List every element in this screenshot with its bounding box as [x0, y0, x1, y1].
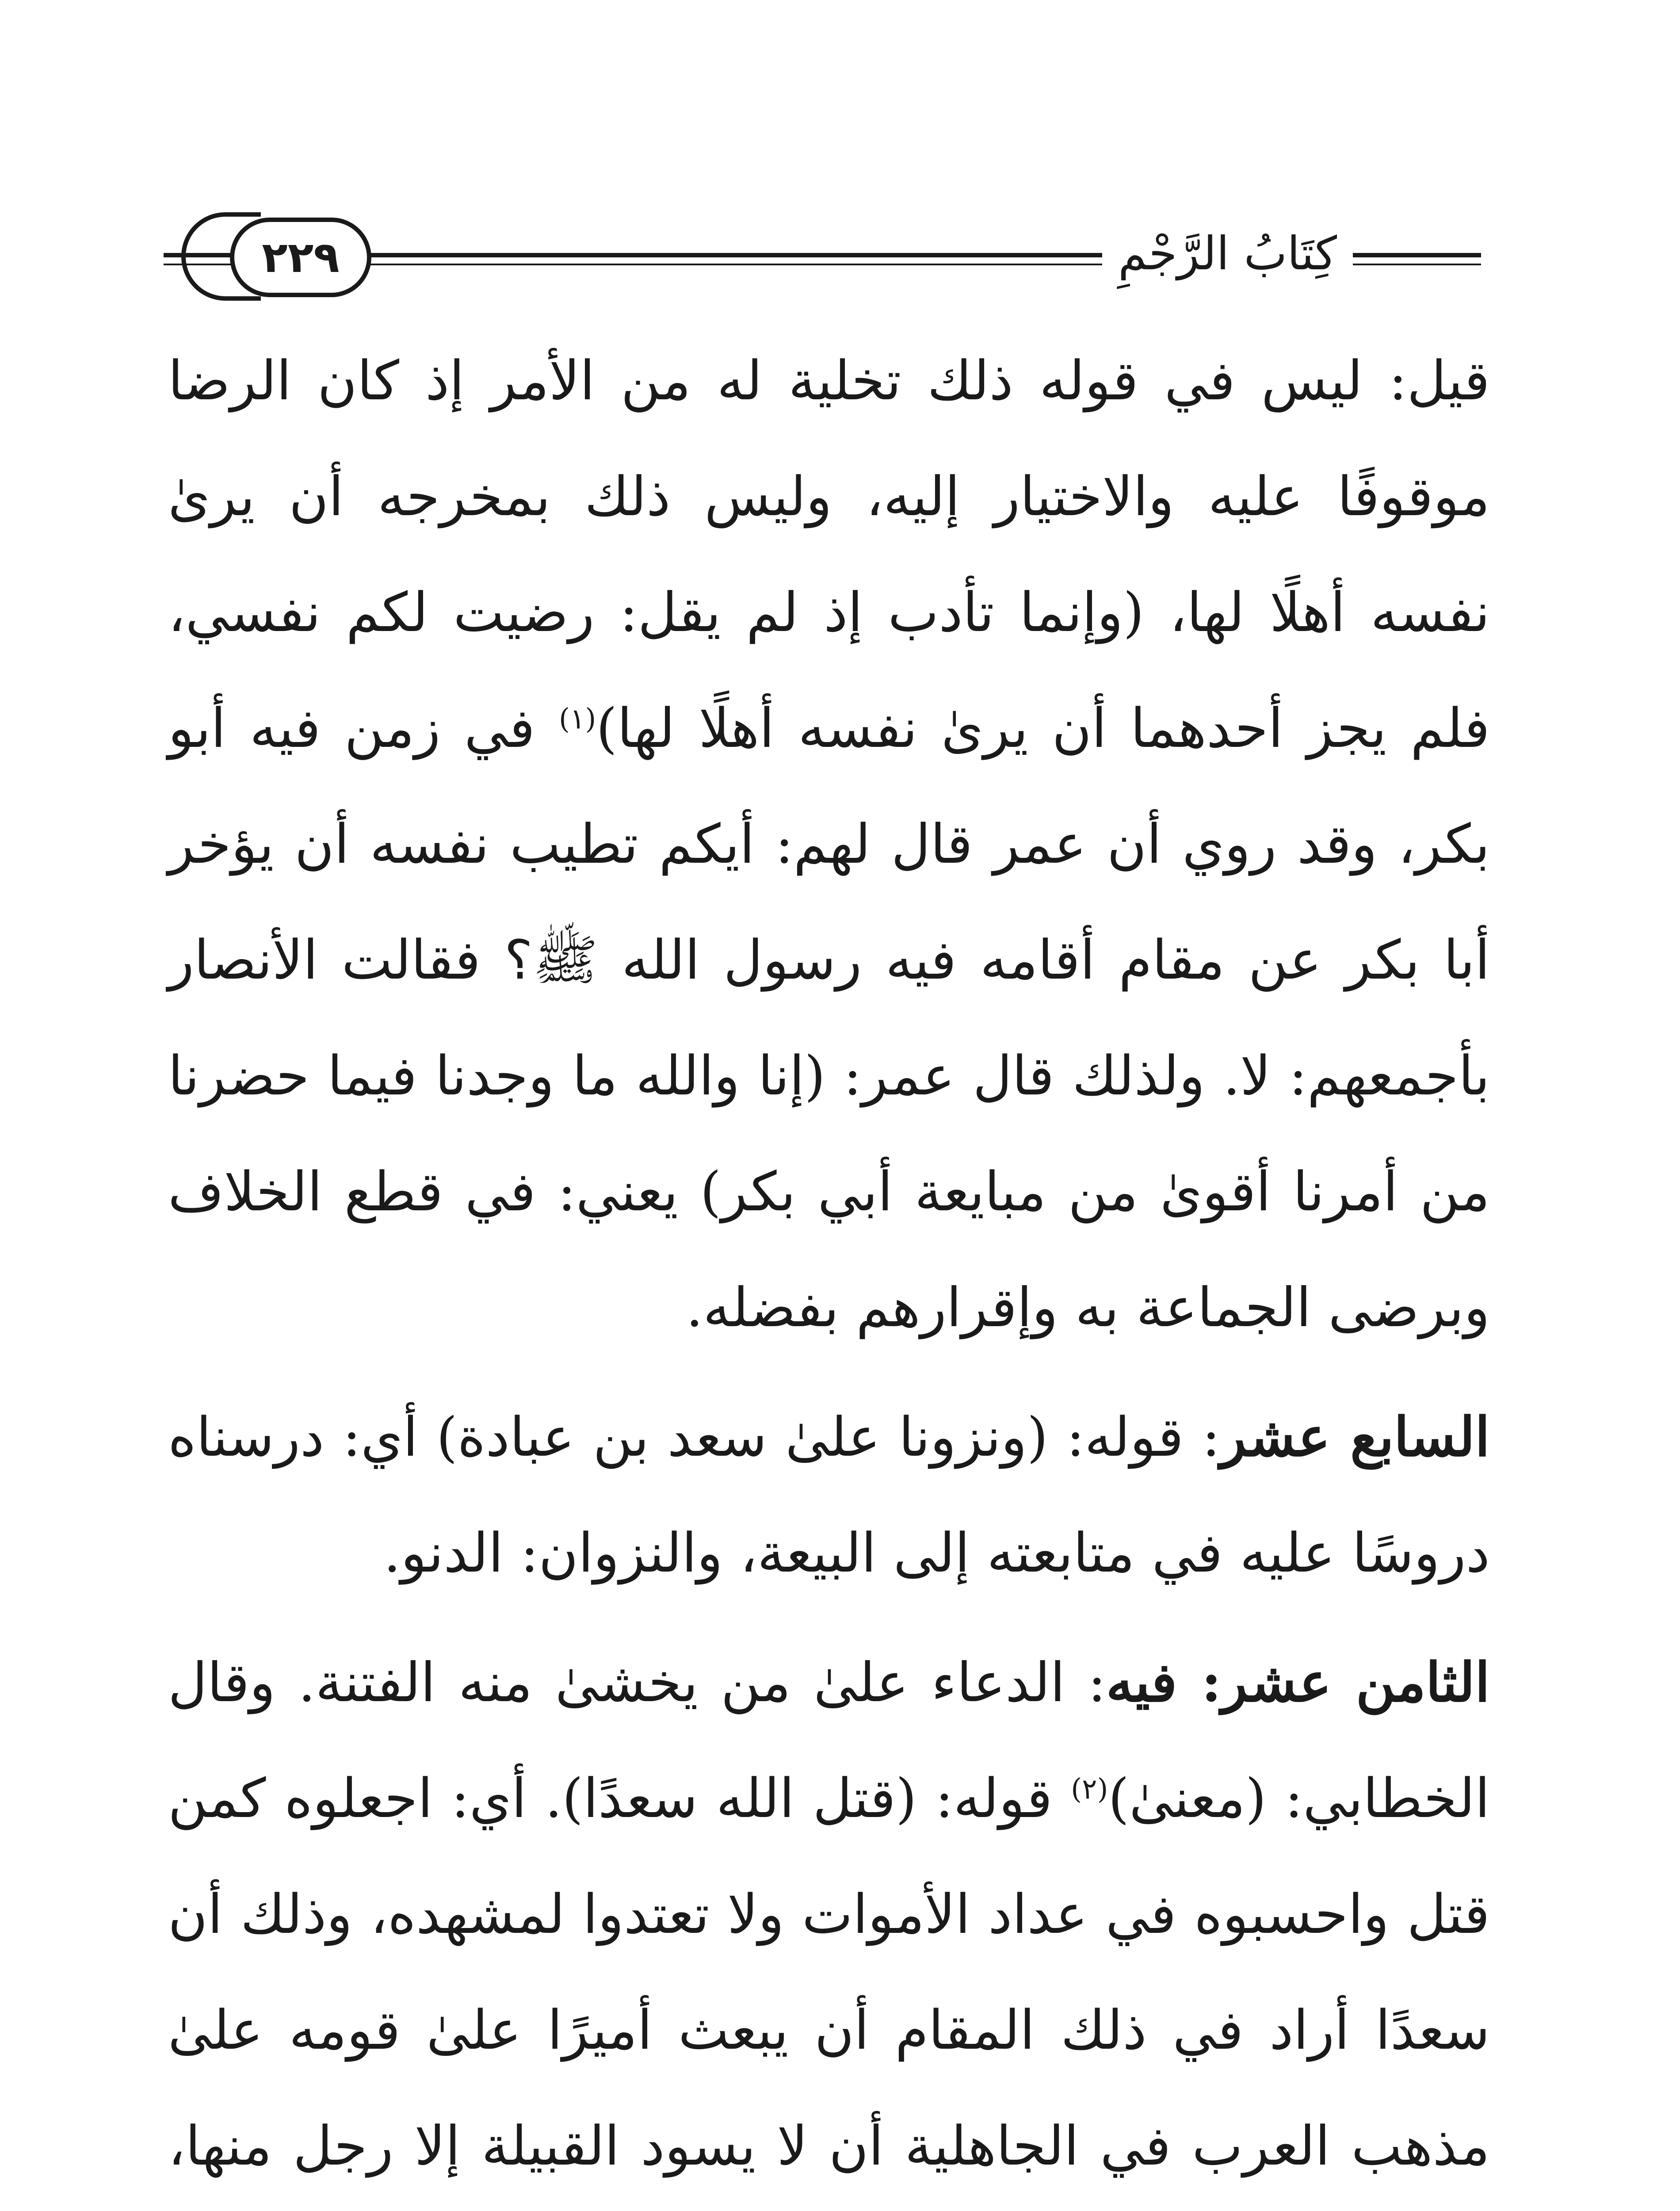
paragraph-2 [168, 1379, 1490, 1611]
paragraph-1 [168, 323, 1490, 1366]
paragraph-3-text-b: قوله: (قتل الله سعدًا). أي: اجعلوه كمن قتل واحسبوه في عداد الأموات ولا تعتدوا لمشهده، وذلك أن سعدًا أراد في ذلك المقام أن يبعث أميرًا علىٰ قومه علىٰ مذهب العرب في الجاهلية أن لا يسود القبيلة إلا رجل منها، [168, 1767, 1490, 2177]
page-header [164, 212, 1481, 301]
paragraph-2-text: : قوله: (ونزونا علىٰ سعد بن عبادة) أي: درسناه دروسًا عليه في متابعته إلى البيعة، والنزوان: الدنو. [168, 1406, 1490, 1584]
running-title: كِتَابُ الرَّجْمِ [1102, 220, 1353, 287]
footnote-ref-2: (٢) [1071, 1773, 1108, 1806]
section-sub-term: : فيه [1106, 1650, 1222, 1714]
footnote-ref-1: (١) [559, 703, 596, 736]
section-term-17: السابع عشر [1220, 1405, 1490, 1469]
paragraph-3 [168, 1624, 1490, 2211]
section-term-18: الثامن عشر [1221, 1650, 1490, 1714]
page-number: ٢٢٩ [230, 218, 371, 297]
paragraph-1-rest: في زمن فيه أبو بكر، وقد روي أن عمر قال لهم: أيكم تطيب نفسه أن يؤخر أبا بكر عن مقام أقامه فيه رسول الله ﷺ؟ فقالت الأنصار بأجمعهم: لا. ولذلك قال عمر: (إنا والله ما وجدنا فيما حضرنا من أمرنا أقوىٰ من مبايعة أبي بكر) يعني: في قطع الخلاف وبرضى الجماعة به وإقرارهم بفضله. [168, 697, 1490, 1339]
paragraph-1-text: قيل: ليس في قوله ذلك تخلية له من الأمر إذ كان الرضا موقوفًا عليه والاختيار إليه، وليس ذلك بمخرجه أن يرىٰ نفسه أهلًا لها، (وإنما تأدب إذ لم يقل: رضيت لكم نفسي، فلم يجز أحدهما أن يرىٰ نفسه أهلًا لها) [168, 349, 1490, 760]
main-text [168, 323, 1490, 2211]
paragraph-3-text-a: : الدعاء علىٰ من يخشىٰ منه الفتنة. وقال الخطابي: (معنىٰ) [168, 1651, 1490, 1830]
